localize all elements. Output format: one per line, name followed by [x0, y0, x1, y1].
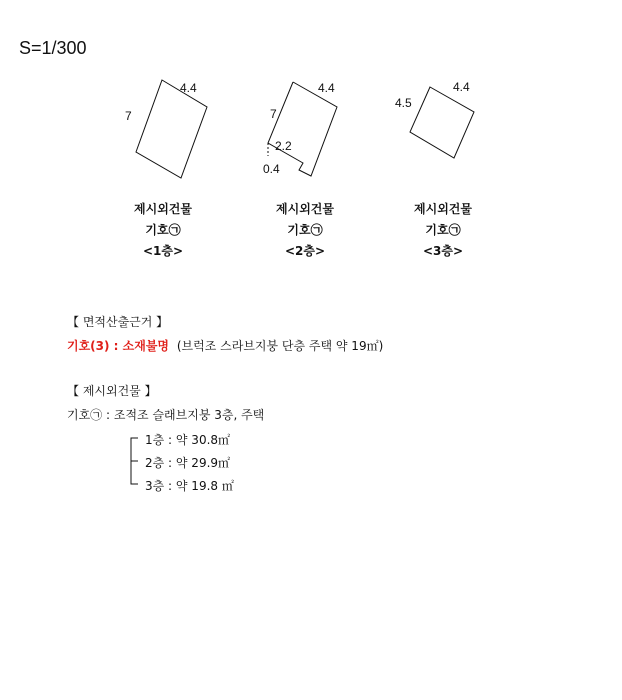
plan-3	[395, 80, 474, 158]
plan-2-caption-floor: <2층>	[284, 244, 326, 258]
plan-1-caption-symbol: 기호㉠	[145, 223, 181, 237]
extra-building-summary: 기호㉠ : 조적조 슬래브지붕 3층, 주택	[67, 408, 265, 422]
plan-2-caption-symbol: 기호㉠	[287, 223, 323, 237]
plan-2-dim-top: 4.4	[318, 81, 335, 95]
plan-2	[263, 81, 337, 176]
plan-1-dim-left: 7	[125, 109, 132, 123]
plan-2-dim-left: 7	[270, 107, 277, 121]
area-basis-item-detail: (브럭조 스라브지붕 단층 주택 약 19㎡)	[176, 339, 384, 353]
plan-1-dim-top: 4.4	[180, 81, 197, 95]
plan-3-dim-top: 4.4	[453, 80, 470, 94]
area-basis-item	[67, 337, 383, 354]
floor-area-2: 2층 : 약 29.9㎡	[145, 456, 231, 470]
plan-1	[125, 80, 207, 178]
area-basis-item-label: 기호(3) : 소재불명	[67, 339, 170, 353]
plan-1-caption-title: 제시외건물	[134, 202, 192, 216]
plan-2-dim-notch: 2.2	[275, 139, 292, 153]
plan-2-dim-small: 0.4	[263, 162, 280, 176]
floor-area-3: 3층 : 약 19.8 ㎡	[145, 479, 234, 493]
plan-3-outline	[410, 87, 474, 158]
floor-area-1: 1층 : 약 30.8㎡	[145, 433, 231, 447]
plan-1-caption-floor: <1층>	[142, 244, 184, 258]
plan-3-dim-left: 4.5	[395, 96, 412, 110]
scale-label: S=1/300	[19, 38, 87, 58]
plan-2-caption-title: 제시외건물	[276, 202, 334, 216]
plan-3-caption-symbol: 기호㉠	[425, 223, 461, 237]
plan-3-caption	[398, 200, 488, 259]
extra-building-heading: 【 제시외건물 】	[67, 384, 157, 398]
plan-2-caption	[260, 200, 350, 259]
plan-3-caption-floor: <3층>	[422, 244, 464, 258]
plan-3-caption-title: 제시외건물	[414, 202, 472, 216]
plan-1-caption	[118, 200, 208, 259]
area-basis-heading: 【 면적산출근거 】	[67, 315, 169, 329]
